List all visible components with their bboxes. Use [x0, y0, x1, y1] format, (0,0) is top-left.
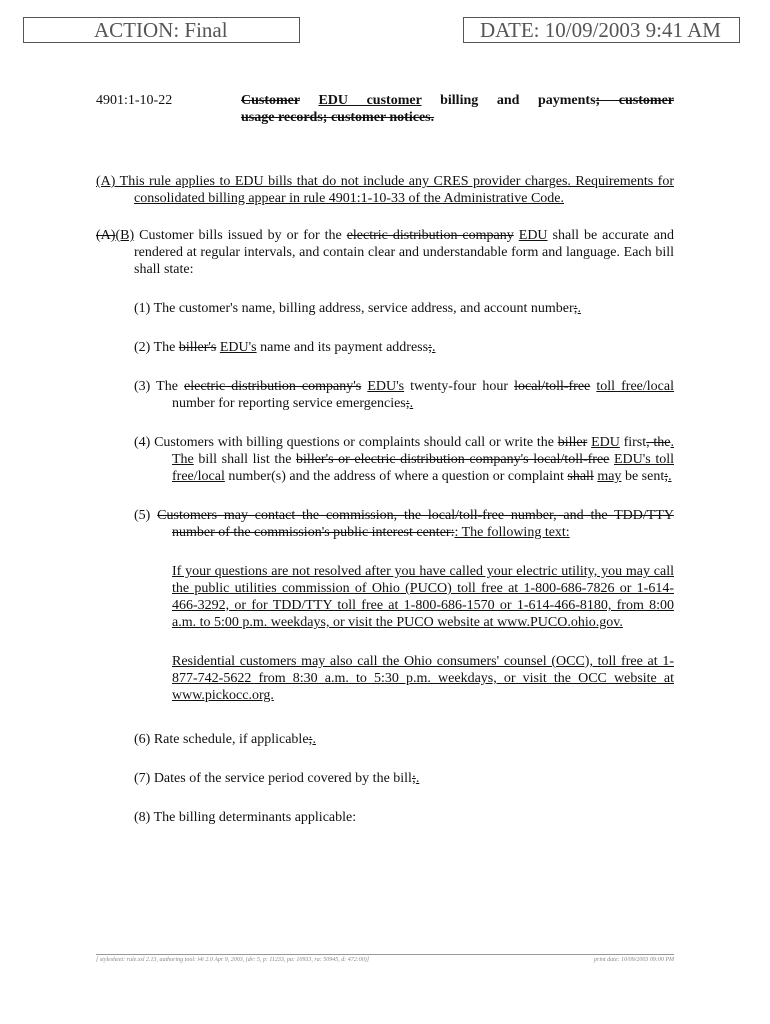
item-3-text-1: (3) The	[134, 379, 185, 394]
item-4-struck-5: ;	[664, 469, 669, 484]
item-4-struck-1: biller	[557, 435, 588, 450]
item-4-added-2: . The	[172, 435, 675, 467]
item-4-struck-4: shall	[567, 469, 594, 484]
item-5	[134, 507, 674, 541]
item-4-text-4: bill shall list the	[193, 452, 297, 467]
item-5-added-1: : The following text:	[454, 525, 570, 540]
item-8	[134, 809, 674, 826]
item-3-struck-2: local/toll-free	[514, 379, 591, 394]
item-8-text: (8) The billing determinants applicable:	[134, 810, 357, 825]
item-4-added-5: .	[668, 469, 672, 484]
footer-metadata: [ stylesheet: rule.xsl 2.13, authoring tool: i4i 2.0 Apr 9, 2003, (dv: 5, p: 11233, pa: 10933, ra: 50945, d: 472:00)]	[96, 957, 370, 963]
action-label: ACTION: Final	[94, 18, 228, 42]
item-3-struck-1: electric distribution company's	[184, 379, 362, 394]
title-struck-3: usage records; customer notices.	[241, 110, 435, 125]
item-4-text-1: (4) Customers with billing questions or complaints should call or write the	[134, 435, 558, 450]
item-4-struck-3: biller's or electric distribution company's local/toll-free	[296, 452, 610, 467]
item-4-text-3: first	[619, 435, 647, 450]
item-6	[134, 731, 674, 748]
para-b-struck-1: electric distribution company	[346, 228, 514, 243]
title-added: EDU customer	[318, 93, 422, 108]
item-4-struck-2: , the	[646, 435, 671, 450]
item-5-occ-text: Residential customers may also call the Ohio consumers' counsel (OCC), toll free at 1-877-742-5622 from 8:30 a.m. to 5:30 p.m. weekdays, or visit the OCC website at www.pickocc.org.	[172, 654, 674, 703]
page-footer	[96, 954, 674, 963]
item-3-added-2: toll free/local	[596, 379, 674, 394]
date-box	[463, 17, 740, 43]
item-4-added-3: EDU's toll free/local	[172, 452, 674, 484]
item-4-text-8: be sent	[621, 469, 665, 484]
item-1-text: (1) The customer's name, billing address, service address, and account number	[134, 301, 574, 316]
item-4	[134, 434, 674, 485]
item-4-added-4: may	[597, 469, 622, 484]
item-4-text-6: number(s) and the address of where a question or complaint	[224, 469, 568, 484]
rule-title	[241, 92, 674, 126]
item-2-added-1: EDU's	[219, 340, 257, 355]
item-1-added: .	[577, 301, 582, 316]
item-1-struck: ;	[573, 301, 578, 316]
title-struck-1: Customer	[241, 93, 300, 108]
rule-number: 4901:1-10-22	[96, 93, 173, 108]
date-label: DATE: 10/09/2003 9:41 AM	[480, 18, 721, 42]
item-2-struck-2: ;	[428, 340, 432, 355]
item-3-struck-3: ;	[405, 396, 410, 411]
item-3-added-3: .	[409, 396, 414, 411]
para-b-text-3: shall be accurate and rendered at regular intervals, and contain clear and understandable form and language. Each bill shall state:	[134, 228, 675, 277]
item-2-struck-1: biller's	[178, 340, 217, 355]
item-2-text-1: (2) The	[134, 340, 179, 355]
item-6-struck: ;	[308, 732, 313, 747]
item-5-text-1: (5)	[134, 508, 158, 523]
item-3	[134, 378, 674, 412]
item-6-added: .	[312, 732, 316, 747]
item-2-added-2: .	[431, 340, 436, 355]
item-7-struck: ;	[411, 771, 416, 786]
item-1	[134, 300, 674, 317]
para-b-text-1: Customer bills issued by or for the	[134, 228, 347, 243]
item-5-puco-text: If your questions are not resolved after you have called your electric utility, you may call the public utilities commission of Ohio (PUCO) toll free at 1-800-686-7826 or 1-614-466-3292, or for TDD/TTY toll free at 1-800-686-1570 or 1-614-466-8180, from 8:00 a.m. to 5:00 p.m. weekdays, or visit the PUCO website at www.PUCO.ohio.gov.	[172, 564, 674, 630]
footer-print-date: print date: 10/09/2003 09:00 PM	[594, 957, 674, 963]
item-5-struck-1: Customers may contact the commission, the local/toll-free number, and the TDD/TTY number of the commission's public interest center:	[157, 508, 674, 540]
item-3-text-5: number for reporting service emergencies	[172, 396, 406, 411]
para-b-added-label: (B)	[115, 228, 135, 243]
action-status-box	[23, 17, 300, 43]
item-7-text: (7) Dates of the service period covered by the bill	[134, 771, 412, 786]
item-3-text-3: twenty-four hour	[404, 379, 515, 394]
paragraph-a: (A) This rule applies to EDU bills that do not include any CRES provider charges. Requirements for consolidated billing appear in rule 4901:1-10-33 of the Administrative Code.	[96, 174, 674, 206]
item-4-added-1: EDU	[591, 435, 620, 450]
title-struck-2: ; customer	[595, 93, 674, 108]
title-plain: billing and payments	[421, 93, 596, 108]
item-6-text: (6) Rate schedule, if applicable	[134, 732, 309, 747]
item-2-text-3: name and its payment address	[256, 340, 429, 355]
rule-heading	[96, 92, 674, 132]
document-body	[96, 92, 674, 826]
para-b-struck-label: (A)	[96, 228, 116, 243]
item-3-added-1: EDU's	[367, 379, 405, 394]
item-7	[134, 770, 674, 787]
item-2	[134, 339, 674, 356]
para-b-added-1: EDU	[518, 228, 548, 243]
item-7-added: .	[415, 771, 420, 786]
paragraph-b	[96, 227, 674, 278]
